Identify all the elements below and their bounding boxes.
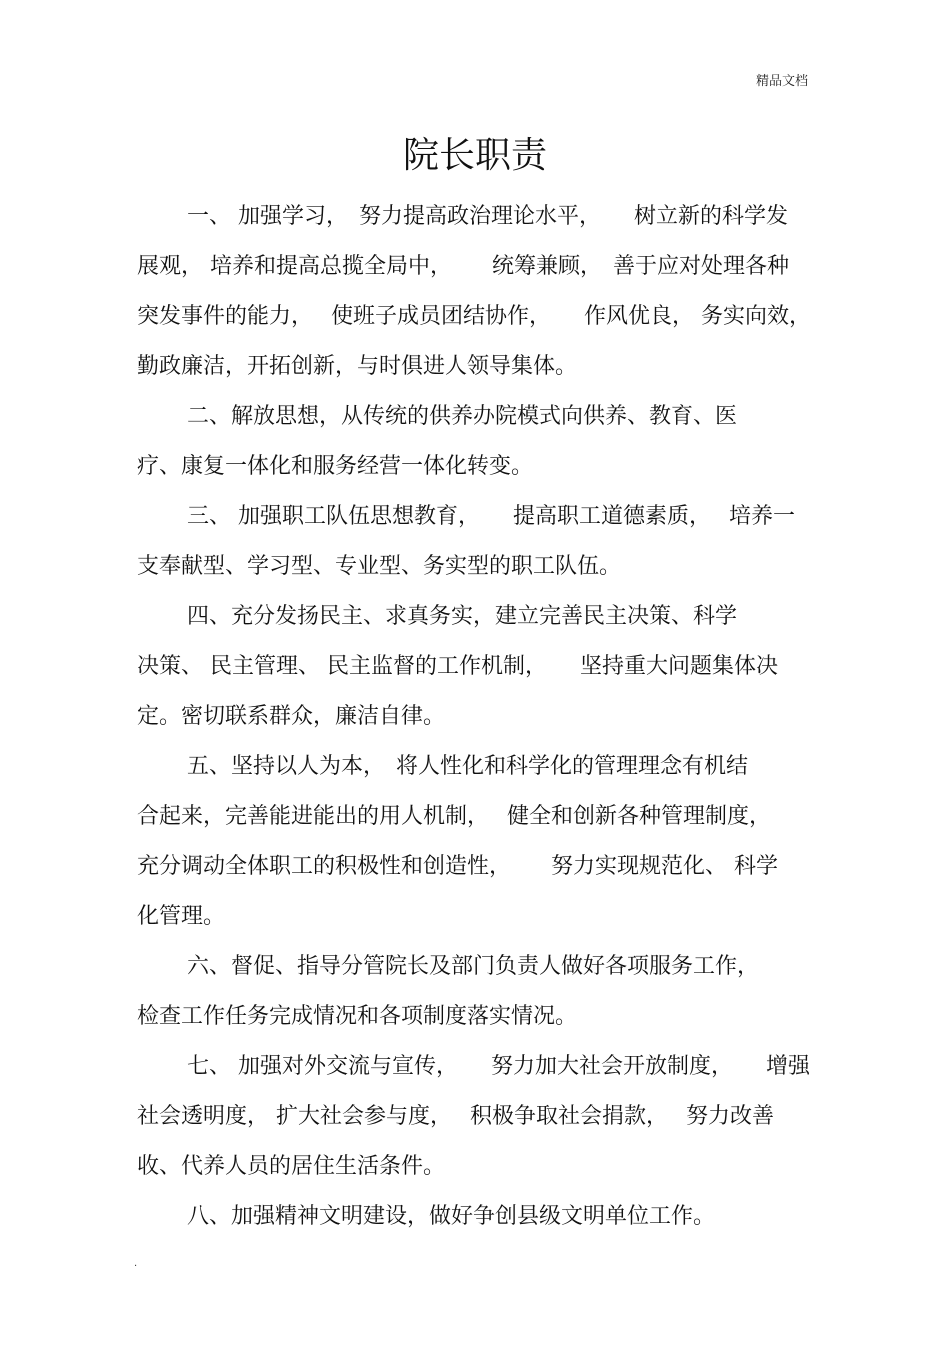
paragraph-line: 化管理。	[137, 904, 226, 929]
paragraph-line: 二、解放思想，从传统的供养办院模式向供养、教育、医	[187, 404, 738, 429]
paragraph-line: 勤政廉洁，开拓创新，与时俱进人领导集体。	[137, 354, 578, 379]
paragraph-line: 决策、 民主管理、 民主监督的工作机制， 坚持重大问题集体决	[137, 654, 778, 679]
paragraph-line: 展观， 培养和提高总揽全局中， 统筹兼顾， 善于应对处理各种	[137, 254, 789, 279]
paragraph-line: 支奉献型、学习型、专业型、务实型的职工队伍。	[137, 554, 622, 579]
document-body	[137, 192, 813, 1242]
paragraph-5	[137, 742, 813, 942]
paragraph-line: 一、 加强学习， 努力提高政治理论水平， 树立新的科学发	[187, 204, 788, 229]
page-header-label: 精品文档	[755, 74, 808, 89]
paragraph-line: 社会透明度， 扩大社会参与度， 积极争取社会捐款， 努力改善	[137, 1104, 774, 1129]
paragraph-2	[137, 392, 813, 492]
paragraph-line: 充分调动全体职工的积极性和创造性， 努力实现规范化、 科学	[137, 854, 778, 879]
paragraph-line: 三、 加强职工队伍思想教育， 提高职工道德素质， 培养一	[187, 504, 795, 529]
paragraph-line: 合起来，完善能进能出的用人机制， 健全和创新各种管理制度，	[137, 804, 771, 829]
paragraph-6	[137, 942, 813, 1042]
paragraph-line: 检查工作任务完成情况和各项制度落实情况。	[137, 1004, 578, 1029]
footer-mark: .	[134, 1258, 138, 1269]
paragraph-7	[137, 1042, 813, 1192]
paragraph-line: 七、 加强对外交流与宣传， 努力加大社会开放制度， 增强	[187, 1054, 810, 1079]
paragraph-1	[137, 192, 813, 392]
paragraph-line: 八、加强精神文明建设，做好争创县级文明单位工作。	[187, 1204, 716, 1229]
paragraph-line: 突发事件的能力， 使班子成员团结协作， 作风优良， 务实向效，	[137, 304, 811, 329]
paragraph-line: 六、督促、指导分管院长及部门负责人做好各项服务工作，	[187, 954, 760, 979]
paragraph-line: 收、代养人员的居住生活条件。	[137, 1154, 446, 1179]
paragraph-line: 疗、康复一体化和服务经营一体化转变。	[137, 454, 534, 479]
document-title: 院长职责	[402, 135, 547, 176]
paragraph-line: 五、坚持以人为本， 将人性化和科学化的管理理念有机结	[187, 754, 749, 779]
paragraph-4	[137, 592, 813, 742]
paragraph-line: 四、充分发扬民主、求真务实，建立完善民主决策、科学	[187, 604, 738, 629]
paragraph-8	[137, 1192, 813, 1242]
paragraph-3	[137, 492, 813, 592]
paragraph-line: 定。密切联系群众，廉洁自律。	[137, 704, 446, 729]
